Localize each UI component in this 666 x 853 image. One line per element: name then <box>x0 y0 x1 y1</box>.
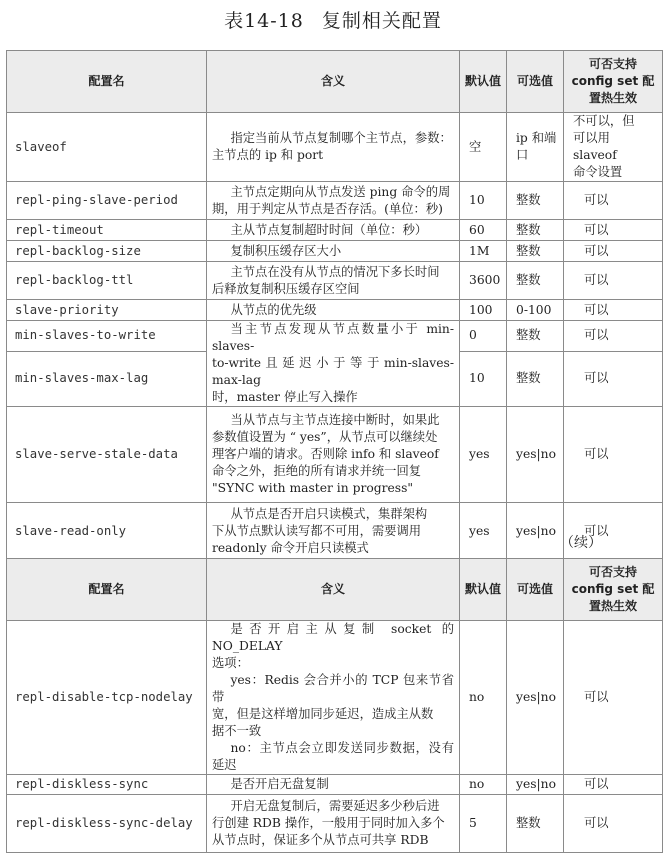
option-values: yes|no <box>507 407 564 503</box>
table-row <box>7 262 663 300</box>
option-values: 整数 <box>507 220 564 241</box>
cell-line: 复制积压缓存区大小 <box>230 243 342 258</box>
table-body-2 <box>7 559 663 853</box>
cell-line: to-write 且 延 迟 小 于 等 于 min-slaves-max-lag <box>212 356 454 387</box>
hot-reload-value: 可以 <box>564 795 663 853</box>
config-name: repl-timeout <box>7 220 207 241</box>
cell-line: 可否支持 <box>588 565 637 579</box>
default-value: yes <box>460 503 507 560</box>
config-description <box>207 321 460 407</box>
cell-line: 是否开启主从复制 socket 的 NO_DELAY <box>212 622 454 653</box>
header-default: 默认值 <box>460 51 507 113</box>
default-value: yes <box>460 407 507 503</box>
header-row <box>7 559 663 621</box>
cell-line: 理客户端的请求。否则除 info 和 slaveof <box>212 447 439 461</box>
header-default: 默认值 <box>460 559 507 621</box>
config-name: min-slaves-max-lag <box>7 351 207 406</box>
config-name: repl-ping-slave-period <box>7 182 207 220</box>
default-value: 10 <box>460 351 507 406</box>
cell-line: 主节点在没有从节点的情况下多长时间 <box>230 264 440 279</box>
header-meaning: 含义 <box>207 559 460 621</box>
config-description <box>207 113 460 182</box>
hot-reload-value <box>564 113 663 182</box>
config-name: slave-read-only <box>7 503 207 560</box>
table-row <box>7 300 663 321</box>
header-name: 配置名 <box>7 51 207 113</box>
cell-line: 可否支持 <box>588 57 637 71</box>
header-hot-reload <box>564 51 663 113</box>
cell-line: 据不一致 <box>212 724 262 738</box>
table-row <box>7 241 663 262</box>
default-value: 1M <box>460 241 507 262</box>
cell-line: 从节点的优先级 <box>230 302 317 317</box>
cell-line: config set 配 <box>571 74 655 88</box>
hot-reload-value: 可以 <box>564 262 663 300</box>
cell-line: no：主节点会立即发送同步数据，没有延迟 <box>212 741 454 772</box>
cell-line: 置热生效 <box>588 91 637 105</box>
continued-label: （续） <box>560 535 602 551</box>
config-table-part-1 <box>6 50 663 560</box>
hot-reload-value: 可以 <box>564 407 663 503</box>
config-description <box>207 182 460 220</box>
default-value: 5 <box>460 795 507 853</box>
cell-line: 命令设置 <box>573 165 623 179</box>
hot-reload-value: 可以 <box>564 503 663 560</box>
default-value: 0 <box>460 321 507 352</box>
table-body-1 <box>7 51 663 560</box>
config-description <box>207 621 460 775</box>
default-value: no <box>460 775 507 795</box>
config-description <box>207 795 460 853</box>
config-name: slave-priority <box>7 300 207 321</box>
cell-line: 主节点的 ip 和 port <box>212 148 324 162</box>
header-options: 可选值 <box>507 559 564 621</box>
option-values: yes|no <box>507 775 564 795</box>
cell-line: 下从节点默认读写都不可用，需要调用 <box>212 523 422 538</box>
cell-line: 主节点定期向从节点发送 ping 命令的周 <box>230 184 451 199</box>
table-row <box>7 113 663 182</box>
config-description <box>207 241 460 262</box>
hot-reload-value: 可以 <box>564 220 663 241</box>
table-row <box>7 621 663 775</box>
cell-line: 参数值设置为 “ yes”，从节点可以继续处 <box>212 430 438 444</box>
option-values: yes|no <box>507 503 564 560</box>
config-description <box>207 300 460 321</box>
header-meaning: 含义 <box>207 51 460 113</box>
header-options: 可选值 <box>507 51 564 113</box>
table-row <box>7 321 663 352</box>
cell-line: 不可以，但 <box>573 114 635 128</box>
config-table-part-2 <box>6 558 663 853</box>
table-caption: 复制相关配置 <box>321 10 442 32</box>
hot-reload-value: 可以 <box>564 351 663 406</box>
table-title <box>0 6 666 33</box>
table-row <box>7 795 663 853</box>
cell-line: 宽，但是这样增加同步延迟，造成主从数 <box>212 707 434 721</box>
table-row <box>7 407 663 503</box>
option-values: 0-100 <box>507 300 564 321</box>
hot-reload-value: 可以 <box>564 182 663 220</box>
hot-reload-value: 可以 <box>564 775 663 795</box>
default-value: no <box>460 621 507 775</box>
option-values: yes|no <box>507 621 564 775</box>
cell-line: 从节点时，保证多个从节点可共享 RDB <box>212 833 429 847</box>
cell-line: yes：Redis 会合并小的 TCP 包来节省带 <box>212 673 454 704</box>
cell-line: 主从节点复制超时时间（单位：秒） <box>230 222 428 237</box>
header-hot-reload <box>564 559 663 621</box>
hot-reload-value: 可以 <box>564 321 663 352</box>
cell-line: config set 配 <box>571 582 655 596</box>
default-value: 60 <box>460 220 507 241</box>
cell-line: 置热生效 <box>588 599 637 613</box>
table-number: 表14-18 <box>224 10 304 32</box>
config-description <box>207 220 460 241</box>
cell-line: 命令之外，拒绝的所有请求并统一回复 <box>212 464 422 478</box>
config-name: repl-disable-tcp-nodelay <box>7 621 207 775</box>
option-values: 整数 <box>507 262 564 300</box>
config-description <box>207 262 460 300</box>
cell-line: 指定当前从节点复制哪个主节点，参数： <box>230 131 452 145</box>
config-name: slaveof <box>7 113 207 182</box>
config-name: slave-serve-stale-data <box>7 407 207 503</box>
cell-line: 可以用 slaveof <box>573 131 617 162</box>
cell-line: "SYNC with master in progress" <box>212 481 414 495</box>
config-description <box>207 503 460 560</box>
config-description <box>207 407 460 503</box>
cell-line: 时，master 停止写入操作 <box>212 390 358 404</box>
option-values: 整数 <box>507 321 564 352</box>
table-row <box>7 182 663 220</box>
header-name: 配置名 <box>7 559 207 621</box>
config-name: repl-backlog-size <box>7 241 207 262</box>
cell-line: 后释放复制积压缓存区空间 <box>212 281 360 296</box>
hot-reload-value: 可以 <box>564 241 663 262</box>
option-values: 整数 <box>507 795 564 853</box>
cell-line: 选项： <box>212 656 249 670</box>
default-value: 10 <box>460 182 507 220</box>
option-values: 整数 <box>507 182 564 220</box>
cell-line: 行创建 RDB 操作，一般用于同时加入多个 <box>212 816 445 830</box>
header-row <box>7 51 663 113</box>
default-value: 3600 <box>460 262 507 300</box>
config-description <box>207 775 460 795</box>
cell-line: 从节点是否开启只读模式，集群架构 <box>230 506 428 521</box>
cell-line: 开启无盘复制后，需要延迟多少秒后进 <box>230 799 440 813</box>
default-value: 100 <box>460 300 507 321</box>
config-name: min-slaves-to-write <box>7 321 207 352</box>
default-value: 空 <box>460 113 507 182</box>
cell-line: 是否开启无盘复制 <box>230 777 329 791</box>
config-name: repl-diskless-sync-delay <box>7 795 207 853</box>
cell-line: 期，用于判定从节点是否存活。(单位：秒) <box>212 201 443 216</box>
cell-line: readonly 命令开启只读模式 <box>212 540 369 555</box>
option-values: ip 和端口 <box>507 113 564 182</box>
table-row <box>7 220 663 241</box>
config-name: repl-diskless-sync <box>7 775 207 795</box>
hot-reload-value: 可以 <box>564 300 663 321</box>
option-values: 整数 <box>507 241 564 262</box>
table-row <box>7 775 663 795</box>
cell-line: 当主节点发现从节点数量小于 min-slaves- <box>212 322 454 353</box>
hot-reload-value: 可以 <box>564 621 663 775</box>
cell-line: 当从节点与主节点连接中断时，如果此 <box>230 413 440 427</box>
config-name: repl-backlog-ttl <box>7 262 207 300</box>
option-values: 整数 <box>507 351 564 406</box>
